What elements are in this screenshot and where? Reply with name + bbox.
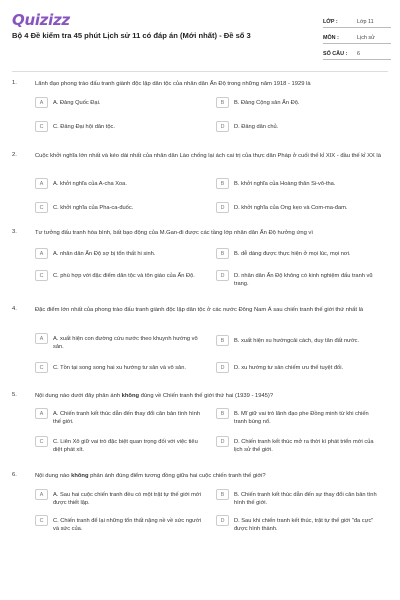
option-letter-badge: D [216,121,229,132]
option-letter-badge: C [35,515,48,526]
document-header [0,0,400,64]
option-letter-badge: D [216,270,229,281]
option-text: D. nhân dân Ấn Độ không có kinh nghiệm đấu tranh vũ trang. [234,273,373,287]
question-text: Nội dung nào không phản ánh đúng điểm tương đồng giữa hai cuộc chiến tranh thế giới? [35,473,266,479]
option-letter-badge: A [35,489,48,500]
option-text: B. dễ dàng được thực hiện ở mọi lúc, mọi nơi. [234,251,351,257]
option-letter-badge: C [35,362,48,373]
question-number: 4. [12,306,17,312]
quizizz-logo: Quizizz [12,11,70,29]
meta-row-count [323,45,391,60]
option-letter-badge: A [35,248,48,259]
option-text: D. khởi nghĩa của Ong kẹo và Com-ma-đam. [234,205,348,211]
option-letter-badge: B [216,335,229,346]
option-text: A. Đảng Quốc Đại. [53,100,101,106]
meta-table [323,13,391,61]
option-text: A. Chiến tranh kết thúc dẫn đến thay đổi căn bản tình hình thế giới. [53,411,201,425]
option-letter-badge: A [35,178,48,189]
option-text: D. xu hướng tư sản chiếm ưu thế tuyệt đối. [234,365,344,371]
option-text: D. Sau khi chiến tranh kết thúc, trật tự thế giới "đa cực" được hình thành. [234,518,374,532]
meta-row-subject [323,29,391,44]
question-text: Nội dung nào dưới đây phản ánh không đúng về Chiến tranh thế giới thứ hai (1939 - 1945)? [35,393,274,399]
option-text: A. xuất hiện con đường cứu nước theo khuynh hướng vô sản. [53,336,198,350]
meta-value: Lịch sử [357,35,375,41]
meta-key: SỐ CÂU : [323,51,348,57]
option-letter-badge: D [216,515,229,526]
option-letter-badge: A [35,97,48,108]
question-number: 3. [12,229,17,235]
option-text: B. Chiến tranh kết thúc dẫn đến sự thay đổi căn bản tình hình thế giới. [234,492,377,506]
header-divider [12,71,388,72]
question-text: Tư tưởng đấu tranh hòa bình, bất bạo động của M.Gan-đi được các tầng lớp nhân dân Ấn Độ hưởng ứng vì [35,230,313,236]
option-letter-badge: C [35,436,48,447]
meta-key: LỚP : [323,19,338,25]
option-letter-badge: C [35,121,48,132]
option-letter-badge: D [216,436,229,447]
option-text: B. xuất hiện xu hướngcải cách, duy tân đất nước. [234,338,360,344]
meta-value: 6 [357,51,360,57]
question-text: Lãnh đạo phong trào đấu tranh giành độc lập dân tộc của nhân dân Ấn Độ trong những năm 1918 - 1929 là [35,81,311,87]
question-number: 2. [12,152,17,158]
option-letter-badge: D [216,362,229,373]
option-text: C. Liên Xô giữ vai trò đặc biệt quan trọng đối với việc tiêu diệt phát xít. [53,439,198,453]
option-letter-badge: C [35,202,48,213]
question-text: Đặc điểm lớn nhất của phong trào đấu tranh giành độc lập dân tộc ở các nước Đông Nam Á sau chiến tranh thế giới thứ nhất là [35,307,364,313]
option-letter-badge: B [216,248,229,259]
option-letter-badge: B [216,97,229,108]
option-letter-badge: A [35,408,48,419]
option-text: D. Chiến tranh kết thúc mở ra thời kì phát triển mới của lịch sử thế giới. [234,439,374,453]
option-text: A. nhân dân Ấn Độ sợ bị tổn thất hi sinh. [53,251,156,257]
option-text: C. Tồn tại song song hai xu hướng tư sản và vô sản. [53,365,186,371]
question-number: 5. [12,392,17,398]
option-text: B. khởi nghĩa của Hoàng thân Si-vô-tha. [234,181,336,187]
question-text: Cuộc khởi nghĩa lớn nhất và kéo dài nhất của nhân dân Lào chống lại ách cai trị của thực dân Pháp ở cuối thế kỉ XIX - đầu thế kỉ XX là [35,153,381,159]
option-text: C. khởi nghĩa của Pha-ca-đuốc. [53,205,134,211]
option-text: B. Đảng Cộng sản Ấn Độ. [234,100,300,106]
option-letter-badge: A [35,333,48,344]
question-number: 6. [12,472,17,478]
option-text: B. Mĩ giữ vai trò lãnh đạo phe Đồng minh từ khi chiến tranh bùng nổ. [234,411,369,425]
option-letter-badge: B [216,178,229,189]
option-letter-badge: B [216,408,229,419]
document-title: Bộ 4 Đề kiểm tra 45 phút Lịch sử 11 có đáp án (Mới nhất) - Đề số 3 [12,31,251,40]
option-text: C. phù hợp với đặc điểm dân tộc và tôn giáo của Ấn Độ. [53,273,195,279]
option-letter-badge: D [216,202,229,213]
option-text: C. Đảng Đại hội dân tộc. [53,124,115,130]
option-text: D. Đảng dân chủ. [234,124,279,130]
option-text: A. Sau hai cuộc chiến tranh đều có một trật tự thế giới mới được thiết lập. [53,492,201,506]
meta-value: Lớp 11 [357,19,374,25]
option-letter-badge: C [35,270,48,281]
question-number: 1. [12,80,17,86]
option-text: A. khởi nghĩa của A-cha Xoa. [53,181,127,187]
meta-key: MÔN : [323,35,339,41]
meta-row-class [323,13,391,28]
option-letter-badge: B [216,489,229,500]
option-text: C. Chiến tranh để lại những tổn thất nặng nề về sức người và sức của. [53,518,201,532]
